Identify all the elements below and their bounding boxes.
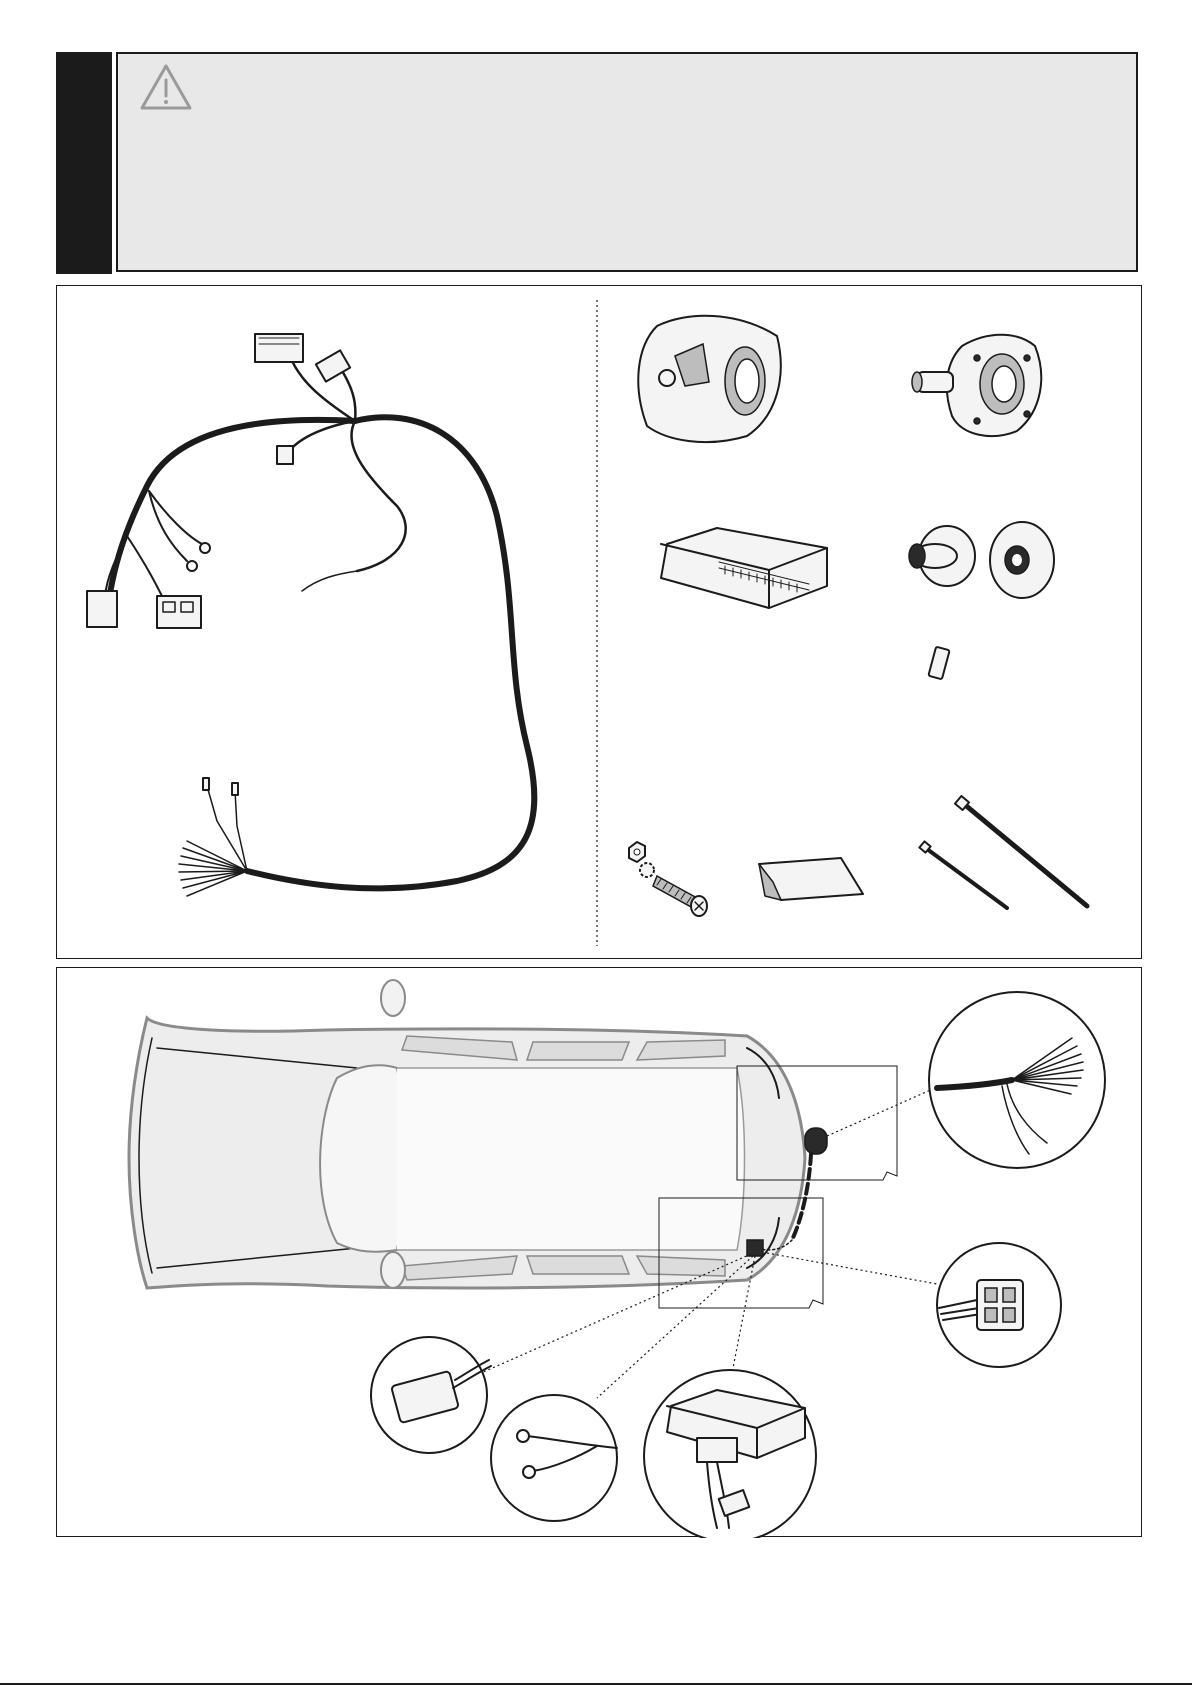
adhesive-pad bbox=[759, 858, 863, 900]
detail-rear-light-connector bbox=[937, 1243, 1061, 1367]
control-module bbox=[661, 528, 827, 608]
kit-contents-panel bbox=[56, 285, 1142, 959]
vehicle-installation-panel bbox=[56, 967, 1142, 1537]
detail-harness-ends bbox=[929, 992, 1105, 1168]
tow-socket-marker bbox=[805, 1128, 827, 1154]
cable-ties bbox=[919, 796, 1087, 908]
detail-vehicle-connector bbox=[371, 1337, 491, 1453]
fuse-connector bbox=[928, 647, 949, 680]
warning-box bbox=[116, 52, 1138, 272]
socket-mounting-plate bbox=[912, 335, 1041, 436]
rubber-grommets bbox=[909, 522, 1054, 598]
vehicle-connector-left bbox=[87, 591, 117, 627]
wiring-harness bbox=[87, 334, 534, 896]
warning-triangle-icon bbox=[136, 60, 196, 116]
nut-washer-bolt bbox=[629, 842, 707, 916]
module-location-marker bbox=[747, 1240, 763, 1256]
car-top-view bbox=[129, 980, 805, 1288]
detail-module-connection bbox=[644, 1370, 816, 1538]
section-tab bbox=[56, 52, 112, 274]
detail-ground-terminals bbox=[491, 1395, 617, 1521]
small-connector bbox=[277, 446, 293, 464]
trailer-socket bbox=[638, 316, 780, 442]
